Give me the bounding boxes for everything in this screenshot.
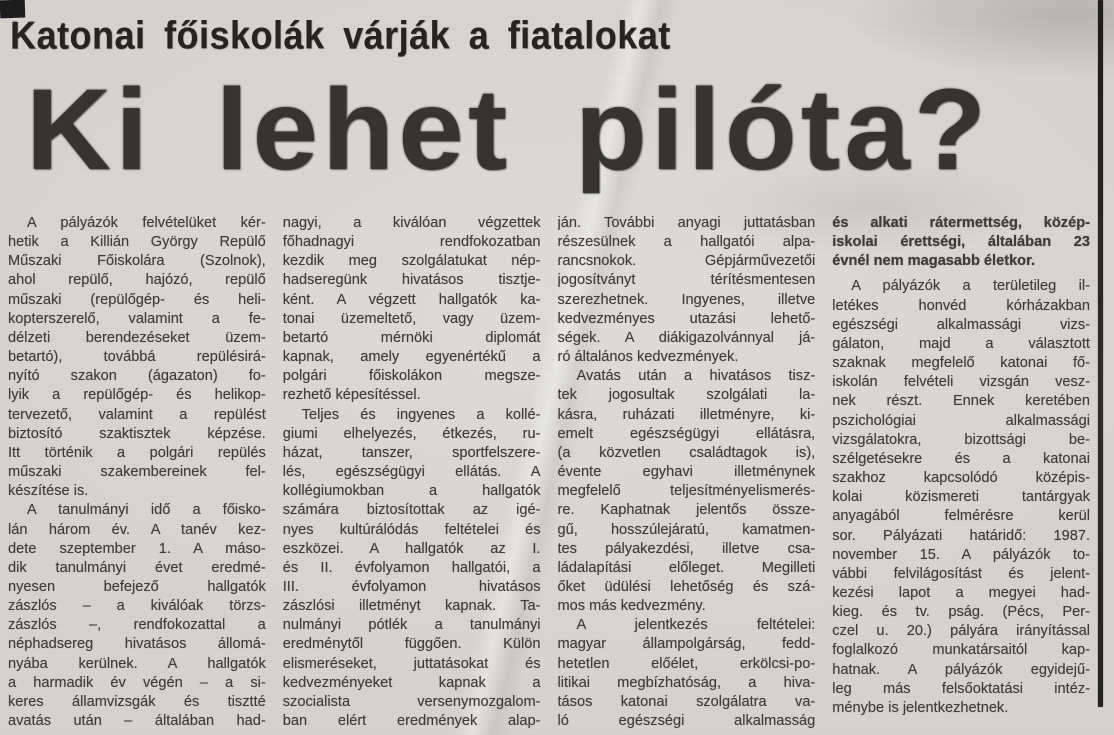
text-line: jogosítványt térítésmentesen	[557, 272, 816, 289]
text-line: lán három év. A tanév kez-	[8, 521, 266, 538]
text-line: készítése is.	[8, 483, 89, 500]
text-line: Itt történik a polgári repülés	[8, 444, 266, 461]
paragraph	[8, 501, 266, 731]
text-line: hatnak. A pályázók egyidejű-	[832, 661, 1090, 678]
text-line: III. évfolyamon hivatásos	[282, 578, 541, 595]
text-line: lyik a repülőgép- és helikop-	[8, 387, 266, 404]
text-line: elismeréseket, juttatásokat és	[282, 655, 541, 672]
article-column-3	[558, 214, 816, 731]
text-line: kapnak, amely egyenértékű a	[282, 349, 541, 366]
text-line: hetetlen előélet, erkölcsi-po-	[557, 655, 816, 672]
text-line: nulmányi pótlék a tanulmányi	[282, 617, 541, 634]
text-line: Műszaki Főiskolára (Szolnok),	[8, 253, 266, 270]
text-line: eredménytől függően. Külön	[282, 636, 541, 653]
text-line: zászlósi illetményt kapnak. Ta-	[282, 598, 541, 615]
text-line: (a közvetlen családtagok is),	[557, 444, 816, 461]
text-line: rancsnokok. Gépjárművezetői	[557, 253, 816, 270]
text-line: nek részt. Ennek keretében	[832, 393, 1090, 410]
text-line: szerezhetnek. Ingyenes, illetve	[557, 291, 816, 308]
text-line: nyes kultúrálódás feltételei és	[282, 521, 541, 538]
text-line: ban elért eredmények alap-	[282, 713, 541, 730]
text-line: részesülnek a hallgatói alpa-	[557, 234, 816, 251]
paragraph	[832, 214, 1090, 271]
text-line: keres államvizsgák és tisztté	[8, 693, 266, 710]
text-line: tásos katonai szolgálatra va-	[557, 693, 816, 710]
text-line: dik tanulmányi évet eredmé-	[8, 559, 266, 576]
text-line: A tanulmányi idő a főisko-	[27, 502, 266, 519]
text-line: A jelentkezés feltételei:	[576, 617, 816, 634]
text-line: ró általános kedvezmények.	[557, 349, 739, 366]
text-line: kezdik meg szolgálatukat nép-	[282, 253, 541, 270]
text-line: ján. További anyagi juttatásban	[557, 215, 816, 231]
text-line: ségek. A diákigazolvánnyal já-	[557, 329, 816, 346]
text-line: november 15. A pályázók to-	[832, 546, 1090, 563]
paragraph	[558, 214, 816, 367]
text-line: tonai üzemeltető, vagy üzem-	[282, 310, 541, 327]
text-line: a harmadik év végén – a si-	[8, 674, 266, 691]
text-line: eszközei. A hallgatók az I.	[282, 540, 541, 557]
text-line: kedvezményeket kapnak a	[282, 674, 541, 691]
paragraph	[283, 406, 541, 732]
text-line: tes pályakezdési, illetve csa-	[557, 540, 816, 557]
text-line: műszaki szakembereinek fel-	[8, 464, 266, 481]
text-line: magyar állampolgárság, fedd-	[557, 636, 816, 653]
text-line: kedvezményes utazási lehető-	[557, 310, 816, 327]
text-line: vizsgálatokra, bizottsági be-	[832, 431, 1090, 448]
text-line: leg más felsőoktatási intéz-	[832, 680, 1090, 697]
text-line: iskolán felvételi vizsgán vesz-	[832, 374, 1090, 391]
paragraph	[558, 367, 816, 616]
paragraph	[558, 616, 816, 731]
text-line: és II. évfolyamon hallgatói, a	[282, 559, 541, 576]
text-line: kopterszerelő, valamint a fe-	[8, 310, 266, 327]
text-line: és alkati rátermettség, közép-	[832, 215, 1090, 231]
text-line: nyesen befejező hallgatók	[8, 578, 266, 595]
text-line: ládalapítási előleget. Megilleti	[557, 559, 816, 576]
text-line: néphadsereg hivatásos állomá-	[8, 636, 266, 653]
text-line: hadseregünk hivatásos tisztje-	[282, 272, 541, 289]
text-line: czel u. 20.) pályára irányítással	[832, 623, 1090, 640]
text-line: A pályázók felvételüket kér-	[27, 215, 266, 231]
text-line: vábbi felvilágosítást és jelent-	[832, 565, 1090, 582]
text-line: betartó mérnöki diplomát	[282, 329, 541, 346]
text-line: évente egyhavi illetménynek	[557, 464, 816, 481]
text-line: nagyi, a kiválóan végzettek	[282, 215, 541, 231]
text-line: zászlós – a kiválóak törzs-	[8, 598, 266, 615]
text-line: műszaki (repülőgép- és heli-	[8, 291, 266, 308]
text-line: ló egészségi alkalmasság	[557, 713, 816, 730]
text-line: dete szeptember 1. A máso-	[8, 540, 266, 557]
text-line: biztosító szaktisztek képzése.	[8, 425, 266, 442]
text-line: számára biztosítottak az igé-	[282, 502, 541, 519]
text-line: szocialista versenymozgalom-	[282, 693, 541, 710]
text-line: hetik a Killián György Repülő	[8, 234, 266, 251]
main-headline: Ki lehet pilóta?	[26, 64, 991, 194]
article-body	[8, 214, 1090, 731]
text-line: anyagából felmérésre kerül	[832, 508, 1090, 525]
text-line: főhadnagyi rendfokozatban	[282, 234, 541, 251]
text-line: giumi elhelyezés, étkezés, ru-	[282, 425, 541, 442]
text-line: egészségi alkalmassági vizs-	[832, 316, 1090, 333]
text-line: sor. Pályázati határidő: 1987.	[832, 527, 1090, 544]
text-line: polgári főiskolákon megsze-	[282, 368, 541, 385]
text-line: őket üdülési lehetőség és szá-	[557, 578, 816, 595]
text-line: gálaton, majd a választott	[832, 335, 1090, 352]
text-line: lés, egészségügyi ellátás. A	[282, 464, 541, 481]
text-line: szakhoz kapcsolódó középis-	[832, 470, 1090, 487]
text-line: kieg. és tv. pság. (Pécs, Per-	[832, 604, 1090, 621]
text-line: ahol repülő, hajózó, repülő	[8, 272, 266, 289]
article-column-1	[8, 214, 266, 731]
text-line: nyító szakon (ágazaton) fo-	[8, 368, 266, 385]
text-line: gű, hosszúlejáratú, kamatmen-	[557, 521, 816, 538]
text-line: kezési lapot a megyei had-	[832, 584, 1090, 601]
text-line: kolai közismereti tantárgyak	[832, 489, 1090, 506]
text-line: kásra, ruházati illetményre, ki-	[557, 406, 816, 423]
text-line: letékes honvéd kórházakban	[832, 297, 1090, 314]
text-line: mos más kedvezmény.	[557, 598, 706, 615]
text-line: szaknak megfelelő katonai fő-	[832, 355, 1090, 372]
paragraph	[8, 214, 266, 501]
text-line: iskolai érettségi, általában 23	[832, 234, 1090, 251]
kicker-headline: Katonai főiskolák várják a fiatalokat	[10, 13, 671, 57]
paragraph	[832, 277, 1090, 718]
column-rule-divider	[1098, 0, 1103, 707]
text-line: emelt egészségügyi ellátásra,	[557, 425, 816, 442]
text-line: tek jogosultak szolgálati la-	[557, 387, 816, 404]
text-line: kollégiumokban a hallgatók	[282, 483, 541, 500]
text-line: zászlós –, rendfokozattal a	[8, 617, 266, 634]
text-line: Avatás után a hivatásos tisz-	[576, 368, 816, 385]
paragraph	[283, 214, 541, 406]
text-line: pszichológiai alkalmassági	[832, 412, 1090, 429]
text-line: re. Kaphatnak jelentős össze-	[557, 502, 816, 519]
text-line: évnél nem magasabb életkor.	[832, 253, 1036, 270]
text-line: A pályázók a területileg il-	[851, 278, 1090, 295]
text-line: házat, tanszer, sportfelszere-	[282, 444, 541, 461]
article-column-2	[283, 214, 541, 731]
text-line: betartó), továbbá repülésirá-	[8, 349, 266, 366]
article-column-4	[832, 214, 1090, 731]
text-line: avatás után – általában had-	[8, 713, 266, 730]
text-line: rezhető képesítéssel.	[282, 387, 421, 404]
text-line: ként. A végzett hallgatók ka-	[282, 291, 541, 308]
text-line: ménybe is jelentkezhetnek.	[832, 699, 1009, 716]
text-line: litikai megbízhatóság, a hiva-	[557, 674, 816, 691]
text-line: megfelelő teljesítményelismerés-	[557, 483, 816, 500]
text-line: tervezető, valamint a repülést	[8, 406, 266, 423]
text-line: nyába kerülnek. A hallgatók	[8, 655, 266, 672]
text-line: szélgetésekre és a katonai	[832, 450, 1090, 467]
text-line: foglalkozó munkatársaitól kap-	[832, 642, 1090, 659]
text-line: Teljes és ingyenes a kollé-	[301, 406, 541, 423]
text-line: délzeti berendezéseket üzem-	[8, 329, 266, 346]
